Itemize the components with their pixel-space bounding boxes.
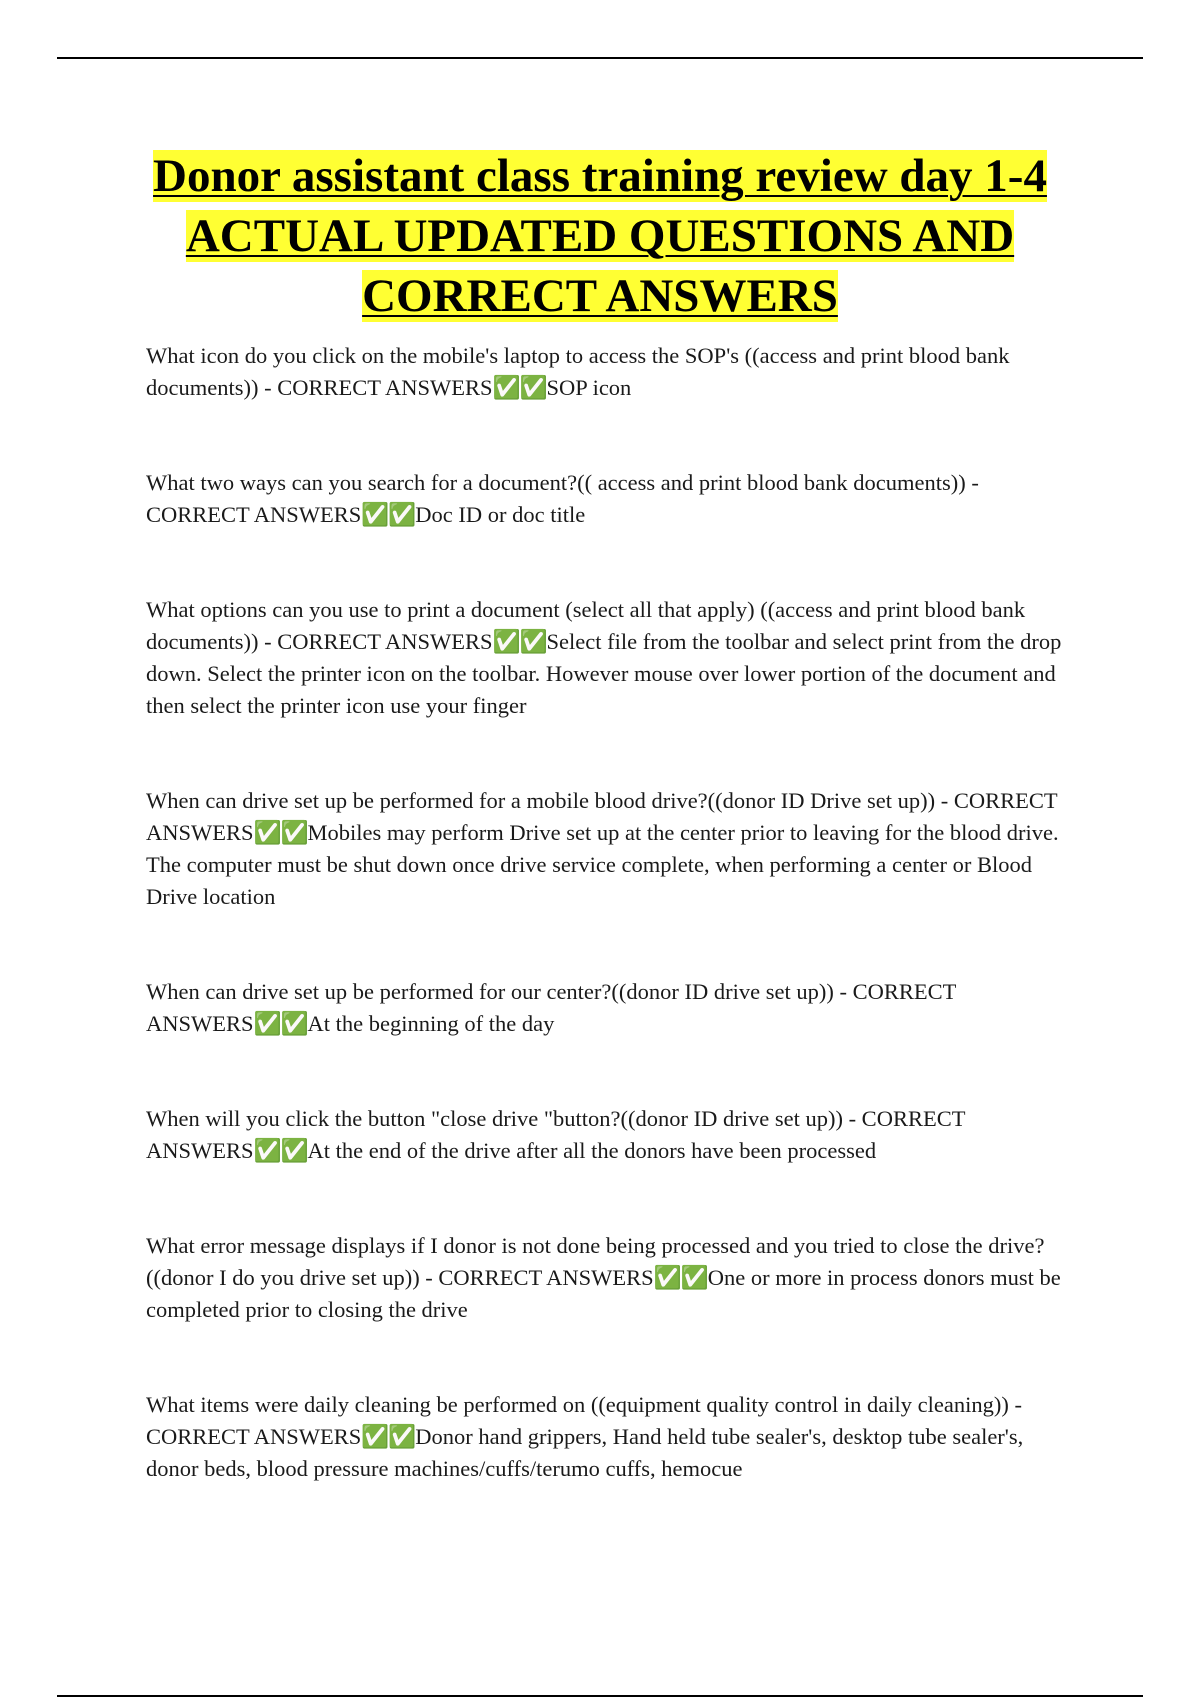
answer-text: Doc ID or doc title — [415, 502, 586, 527]
answer-text: One or more in process donors must be completed prior to closing the drive — [146, 1265, 1061, 1322]
top-rule — [57, 57, 1143, 59]
qa-item — [146, 976, 1066, 1040]
qa-item — [146, 1230, 1066, 1326]
double-check-icon: ✅✅ — [253, 1011, 308, 1036]
double-check-icon: ✅✅ — [361, 502, 416, 527]
double-check-icon: ✅✅ — [653, 1265, 708, 1290]
answer-text: At the beginning of the day — [307, 1011, 555, 1036]
double-check-icon: ✅✅ — [492, 375, 547, 400]
answer-text: Donor hand grippers, Hand held tube sealer's, desktop tube sealer's, donor beds, blood pressure machines/cuffs/terumo cuffs, hemocue — [146, 1424, 1024, 1481]
question-text: What icon do you click on the mobile's laptop to access the SOP's ((access and print blood bank documents)) - CORRECT ANSWERS — [146, 343, 1010, 400]
document-title-text: Donor assistant class training review day 1-4 ACTUAL UPDATED QUESTIONS AND CORRECT ANSWERS — [153, 150, 1047, 322]
question-text: What error message displays if I donor is not done being processed and you tried to close the drive?((donor I do you drive set up)) - CORRECT ANSWERS — [146, 1233, 1045, 1290]
qa-item — [146, 1103, 1066, 1167]
question-text: What two ways can you search for a document?(( access and print blood bank documents)) - CORRECT ANSWERS — [146, 470, 979, 527]
bottom-rule — [57, 1695, 1143, 1697]
question-text: When can drive set up be performed for a mobile blood drive?((donor ID Drive set up)) - CORRECT ANSWERS — [146, 788, 1058, 845]
double-check-icon: ✅✅ — [492, 629, 547, 654]
answer-text: Mobiles may perform Drive set up at the center prior to leaving for the blood drive. The computer must be shut down once drive service complete, when performing a center or Blood Drive location — [146, 820, 1059, 909]
answer-text: At the end of the drive after all the donors have been processed — [307, 1138, 877, 1163]
qa-list — [146, 340, 1066, 1548]
qa-item — [146, 1389, 1066, 1485]
qa-item — [146, 467, 1066, 531]
qa-item — [146, 594, 1066, 722]
question-text: When will you click the button "close drive "button?((donor ID drive set up)) - CORRECT ANSWERS — [146, 1106, 966, 1163]
double-check-icon: ✅✅ — [253, 1138, 308, 1163]
answer-text: Select file from the toolbar and select print from the drop down. Select the printer icon on the toolbar. However mouse over lower portion of the document and then select the printer icon use your finger — [146, 629, 1062, 718]
question-text: What options can you use to print a document (select all that apply) ((access and print blood bank documents)) - CORRECT ANSWERS — [146, 597, 1026, 654]
question-text: When can drive set up be performed for our center?((donor ID drive set up)) - CORRECT ANSWERS — [146, 979, 956, 1036]
answer-text: SOP icon — [546, 375, 632, 400]
double-check-icon: ✅✅ — [253, 820, 308, 845]
question-text: What items were daily cleaning be performed on ((equipment quality control in daily cleaning)) - CORRECT ANSWERS — [146, 1392, 1022, 1449]
qa-item — [146, 785, 1066, 913]
qa-item — [146, 340, 1066, 404]
double-check-icon: ✅✅ — [361, 1424, 416, 1449]
document-title — [80, 146, 1120, 326]
